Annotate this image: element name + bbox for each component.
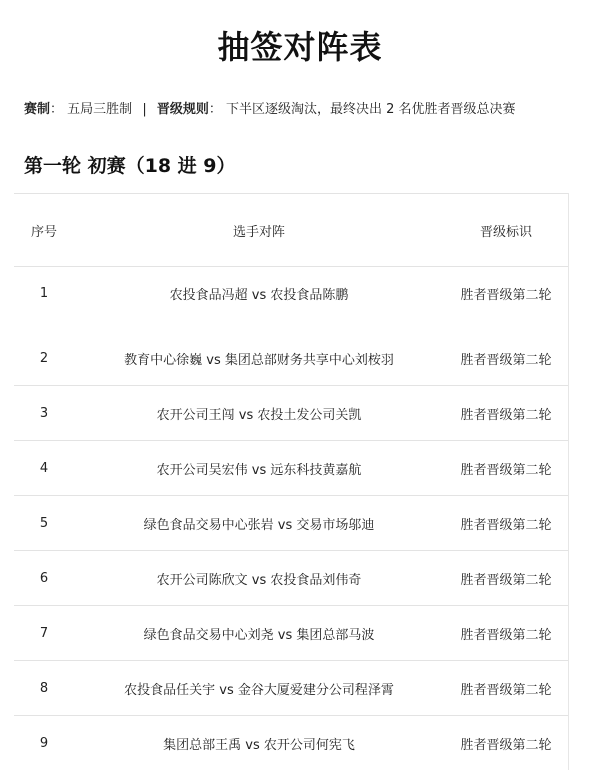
row-match: 教育中心徐巍 vs 集团总部财务共享中心刘桉羽 xyxy=(124,352,394,368)
row-advance: 胜者晋级第二轮 xyxy=(460,517,552,533)
page-title: 抽签对阵表 xyxy=(217,28,383,66)
row-match: 集团总部王禹 vs 农开公司何宪飞 xyxy=(163,737,355,753)
row-match: 绿色食品交易中心刘尧 vs 集团总部马波 xyxy=(143,627,375,643)
row-number: 7 xyxy=(39,625,49,641)
row-number: 4 xyxy=(39,460,49,476)
row-advance: 胜者晋级第二轮 xyxy=(460,287,552,303)
format-label: 赛制 xyxy=(24,102,51,117)
advance-label: 晋级规则 xyxy=(156,102,209,117)
row-number: 8 xyxy=(39,680,49,696)
table-row xyxy=(14,550,568,605)
row-number: 3 xyxy=(39,405,49,421)
row-number: 9 xyxy=(39,735,49,751)
rules-line: 赛制： 五局三胜制 | 晋级规则： 下半区逐级淘汰，最终决出 2 名优胜者晋级总决赛 xyxy=(24,102,516,117)
table-header xyxy=(14,193,568,266)
row-advance: 胜者晋级第二轮 xyxy=(460,682,552,698)
format-value: 五局三胜制 xyxy=(67,102,133,117)
advance-value: 下半区逐级淘汰，最终决出 2 名优胜者晋级总决赛 xyxy=(226,102,516,117)
row-advance: 胜者晋级第二轮 xyxy=(460,737,552,753)
row-match: 农开公司王闯 vs 农投土发公司关凯 xyxy=(156,407,362,423)
header-number: 序号 xyxy=(30,224,57,240)
row-match: 农投食品任关宇 vs 金谷大厦爱建分公司程泽霄 xyxy=(124,682,394,698)
round-heading: 第一轮 初赛（18 进 9） xyxy=(24,155,236,177)
table-row xyxy=(14,715,568,770)
row-number: 5 xyxy=(39,515,49,531)
table-row xyxy=(14,605,568,660)
table-row xyxy=(14,266,568,319)
row-number: 1 xyxy=(39,285,49,301)
separator: | xyxy=(142,102,147,117)
bracket-table xyxy=(14,193,569,770)
row-advance: 胜者晋级第二轮 xyxy=(460,352,552,368)
row-match: 绿色食品交易中心张岩 vs 交易市场邬迪 xyxy=(143,517,375,533)
row-number: 6 xyxy=(39,570,49,586)
row-match: 农开公司吴宏伟 vs 远东科技黄嘉航 xyxy=(156,462,362,478)
table-row xyxy=(14,385,568,440)
header-match: 选手对阵 xyxy=(232,224,285,240)
table-row xyxy=(14,440,568,495)
row-match: 农开公司陈欣文 vs 农投食品刘伟奇 xyxy=(156,572,362,588)
table-row xyxy=(14,660,568,715)
row-match: 农投食品冯超 vs 农投食品陈鹏 xyxy=(169,287,349,303)
row-advance: 胜者晋级第二轮 xyxy=(460,462,552,478)
header-advance: 晋级标识 xyxy=(479,224,532,240)
row-advance: 胜者晋级第二轮 xyxy=(460,407,552,423)
row-number: 2 xyxy=(39,350,49,366)
row-advance: 胜者晋级第二轮 xyxy=(460,572,552,588)
table-row xyxy=(14,495,568,550)
row-advance: 胜者晋级第二轮 xyxy=(460,627,552,643)
table-row xyxy=(14,319,568,385)
